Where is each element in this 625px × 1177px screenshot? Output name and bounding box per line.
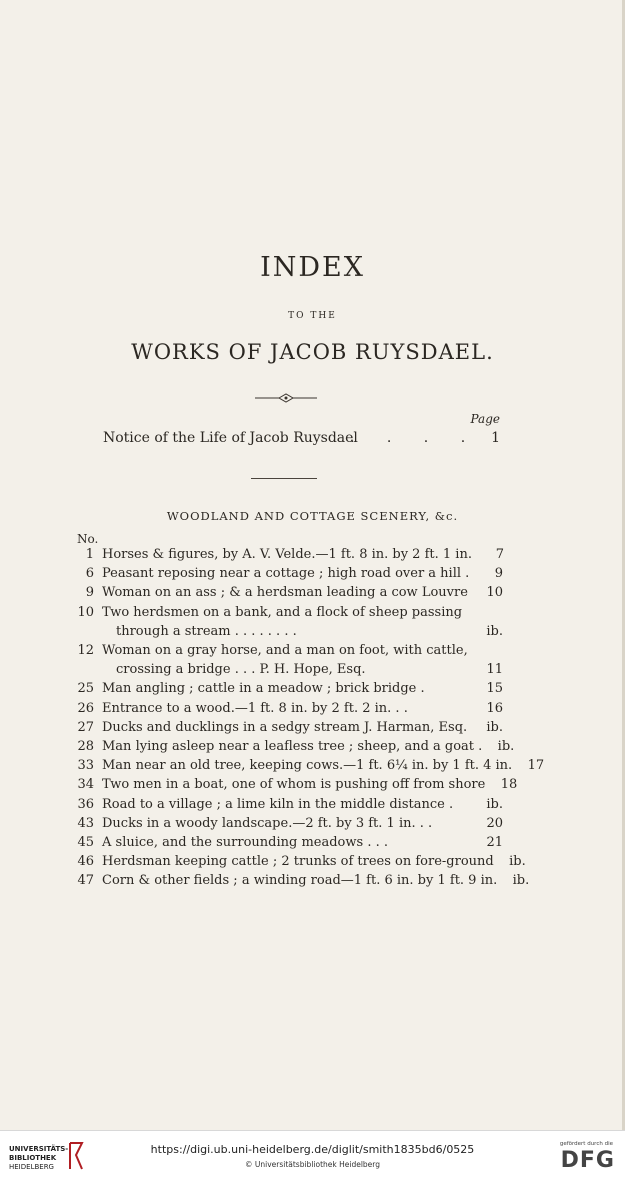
entry-description: Two herdsmen on a bank, and a flock of sheep passing [102,604,463,620]
entry-description: Herdsman keeping cattle ; 2 trunks of trees on fore-ground [102,854,494,870]
entry-number: 25 [77,681,94,697]
entry-page: ib. [486,623,503,639]
entry-description: crossing a bridge . . . P. H. Hope, Esq. [116,662,366,678]
copyright-notice: © Universitätsbibliothek Heidelberg [244,1160,380,1169]
notice-leader-dots: . . . . [350,430,480,446]
entry-page: 15 [486,681,503,697]
funded-by-label: gefördert durch die [559,1141,613,1147]
entry-number: 33 [77,758,94,774]
index-entry [73,603,503,622]
entry-description: through a stream . . . . . . . . [116,623,297,639]
entry-description: Peasant reposing near a cottage ; high road over a hill . [102,566,470,582]
index-entry [73,833,503,852]
entry-description: Man lying asleep near a leafless tree ; sheep, and a goat . [102,739,483,755]
entry-number: 26 [77,700,94,716]
entry-description: Entrance to a wood.—1 ft. 8 in. by 2 ft. 2 in. . . [102,700,408,716]
entry-list [73,545,545,891]
ornament-divider [255,392,317,404]
entry-page: 10 [486,585,503,601]
entry-page: 11 [486,662,503,678]
entry-description: Ducks and ducklings in a sedgy stream J. Harman, Esq. [102,719,468,735]
library-name-line3: HEIDELBERG [9,1163,54,1171]
entry-number: 9 [85,585,94,601]
index-title: INDEX [260,252,365,283]
index-entry [73,871,530,890]
entry-number: 43 [77,815,94,831]
entry-description: A sluice, and the surrounding meadows . . . [102,835,388,851]
entry-page [471,603,503,622]
notice-page-number: 1 [491,430,500,446]
notice-entry: Notice of the Life of Jacob Ruysdael [103,430,358,446]
entry-number [73,660,94,679]
entry-number: 34 [77,777,94,793]
entry-description: Man near an old tree, keeping cows.—1 ft. 6¼ in. by 1 ft. 4 in. [102,758,513,774]
section-rule [251,478,317,479]
entry-number: 28 [77,739,94,755]
index-entry [73,737,515,756]
entry-description: Woman on an ass ; & a herdsman leading a cow Louvre [102,585,468,601]
index-entry [73,641,503,660]
entry-description: Woman on a gray horse, and a man on foot, with cattle, [102,643,468,659]
entry-description: Ducks in a woody landscape.—2 ft. by 3 ft. 1 in. . . [102,815,433,831]
entry-page: ib. [509,854,526,870]
entry-description: Two men in a boat, one of whom is pushing off from shore [102,777,486,793]
entry-number: 36 [77,796,94,812]
index-entry [73,718,503,737]
number-column-label: No. [77,532,99,546]
index-entry [73,814,503,833]
index-entry [73,795,503,814]
entry-description: Horses & figures, by A. V. Velde.—1 ft. 8 in. by 2 ft. 1 in. [102,547,472,562]
index-entry [73,545,503,564]
index-entry [73,564,503,583]
index-entry [73,775,518,794]
entry-page: 9 [494,566,503,582]
entry-page [471,641,503,660]
entry-page: ib. [486,719,503,735]
entry-page: ib. [512,873,530,889]
entry-number: 47 [77,873,94,889]
library-name-line1: UNIVERSITÄTS- [9,1145,69,1153]
index-entry [73,699,503,718]
page-column-label: Page [470,412,500,426]
entry-number: 1 [85,547,94,562]
entry-page: 7 [495,547,504,562]
entry-number: 12 [77,643,94,659]
entry-page: ib. [486,796,503,812]
index-entry [73,583,503,602]
entry-page: 16 [486,700,503,716]
entry-page: 21 [486,835,503,851]
entry-description: Corn & other fields ; a winding road—1 ft. 6 in. by 1 ft. 9 in. [102,873,498,889]
entry-number [73,622,94,641]
entry-description: Road to a village ; a lime kiln in the middle distance . [102,796,454,812]
section-heading: WOODLAND AND COTTAGE SCENERY, &c. [166,509,459,523]
entry-page: ib. [497,739,515,755]
index-entry [73,679,503,698]
entry-number: 45 [77,835,94,851]
index-entry [73,660,503,679]
entry-number: 6 [85,566,94,582]
permalink-url[interactable]: https://digi.ub.uni-heidelberg.de/diglit/smith1835bd6/0525 [150,1143,475,1156]
index-subtitle: TO THE [288,311,337,321]
entry-page: 18 [500,777,518,793]
entry-number: 10 [77,604,94,620]
index-entry [73,756,545,775]
index-entry [73,852,526,871]
entry-number: 27 [77,719,94,735]
dfg-logo: DFG [560,1148,615,1173]
works-title: WORKS OF JACOB RUYSDAEL. [131,340,494,364]
entry-page: 20 [486,815,503,831]
entry-number: 46 [77,854,94,870]
entry-description: Man angling ; cattle in a meadow ; brick bridge . [102,681,425,697]
entry-page: 17 [527,758,545,774]
footer-bar [0,1130,625,1177]
library-name-line2: BIBLIOTHEK [9,1154,57,1162]
index-entry [73,622,503,641]
